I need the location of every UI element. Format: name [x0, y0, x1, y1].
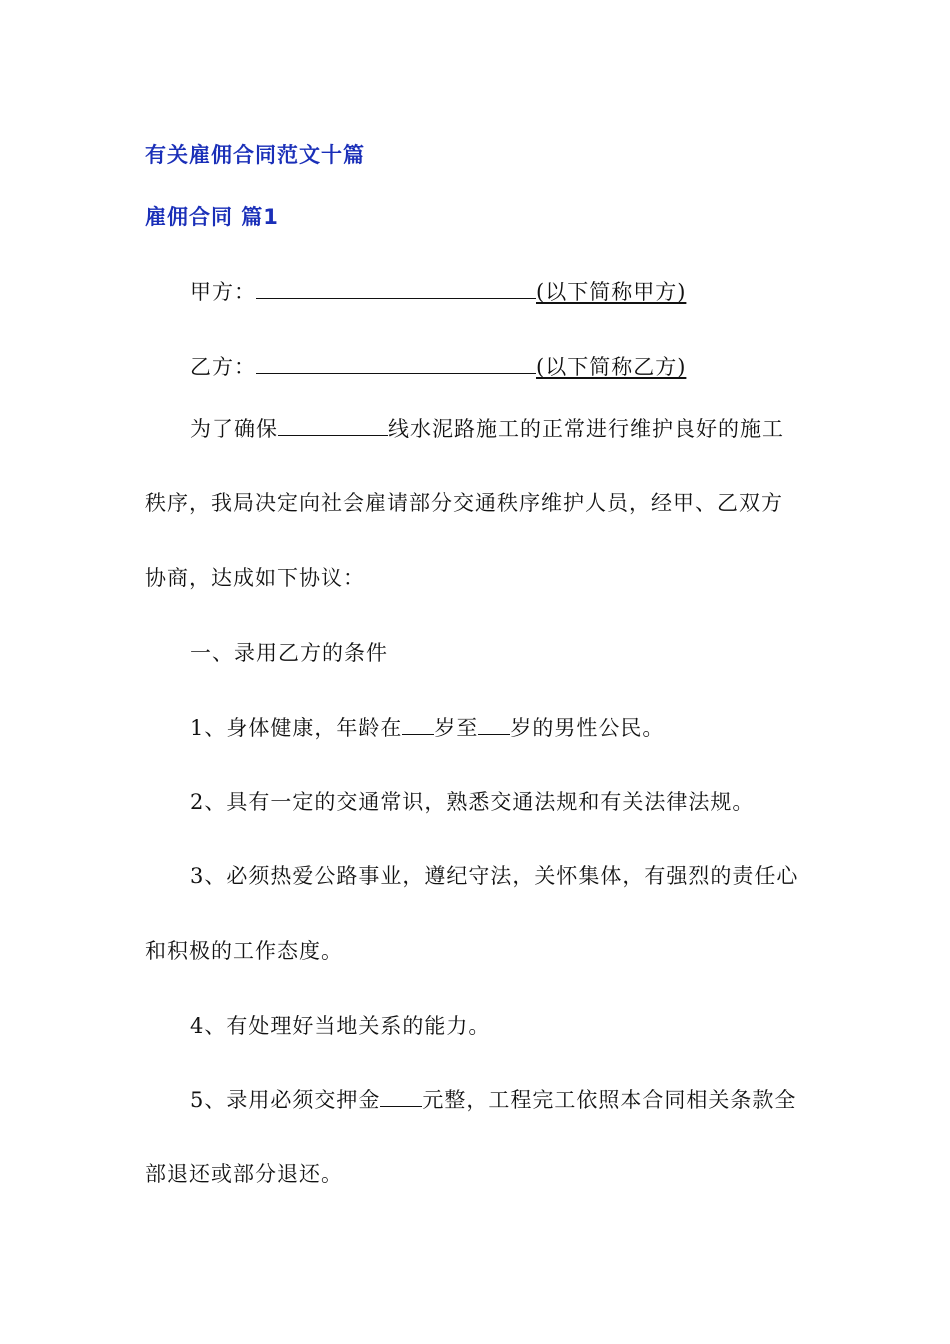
item-1-part-b: 岁至 [434, 716, 479, 740]
party-a-note: (以下简称甲方) [536, 280, 687, 304]
item-1-part-a: 1、身体健康，年龄在 [190, 716, 403, 740]
route-blank [278, 417, 388, 436]
item-5-line-2: 部退还或部分退还。 [145, 1162, 343, 1186]
party-b-note: (以下简称乙方) [536, 355, 687, 379]
party-a-label: 甲方： [190, 280, 256, 304]
intro-pre: 为了确保 [190, 417, 278, 441]
item-5-line-1 [190, 1084, 796, 1114]
intro-line-3: 协商，达成如下协议： [145, 566, 365, 590]
party-a-blank [256, 280, 536, 299]
party-a-line [190, 276, 686, 306]
item-3-line-1: 3、必须热爱公路事业，遵纪守法，关怀集体，有强烈的责任心 [190, 864, 799, 888]
age-max-blank [478, 716, 510, 735]
item-5-part-b: 元整，工程完工依照本合同相关条款全 [422, 1088, 797, 1112]
intro-post: 线水泥路施工的正常进行维护良好的施工 [388, 417, 784, 441]
intro-line-1 [190, 413, 784, 443]
deposit-blank [380, 1088, 422, 1107]
party-b-line [190, 351, 686, 381]
item-2: 2、具有一定的交通常识，熟悉交通法规和有关法律法规。 [190, 790, 755, 814]
intro-line-2: 秩序，我局决定向社会雇请部分交通秩序维护人员，经甲、乙双方 [145, 491, 783, 515]
heading-conditions: 一、录用乙方的条件 [190, 641, 388, 665]
party-b-blank [256, 355, 536, 374]
document-title: 有关雇佣合同范文十篇 [145, 143, 365, 167]
item-4: 4、有处理好当地关系的能力。 [190, 1014, 491, 1038]
party-b-label: 乙方： [190, 355, 256, 379]
age-min-blank [402, 716, 434, 735]
item-5-part-a: 5、录用必须交押金 [190, 1088, 381, 1112]
item-1-part-c: 岁的男性公民。 [510, 716, 665, 740]
section-title: 雇佣合同 篇1 [145, 205, 279, 229]
item-1 [190, 712, 664, 742]
item-3-line-2: 和积极的工作态度。 [145, 939, 343, 963]
